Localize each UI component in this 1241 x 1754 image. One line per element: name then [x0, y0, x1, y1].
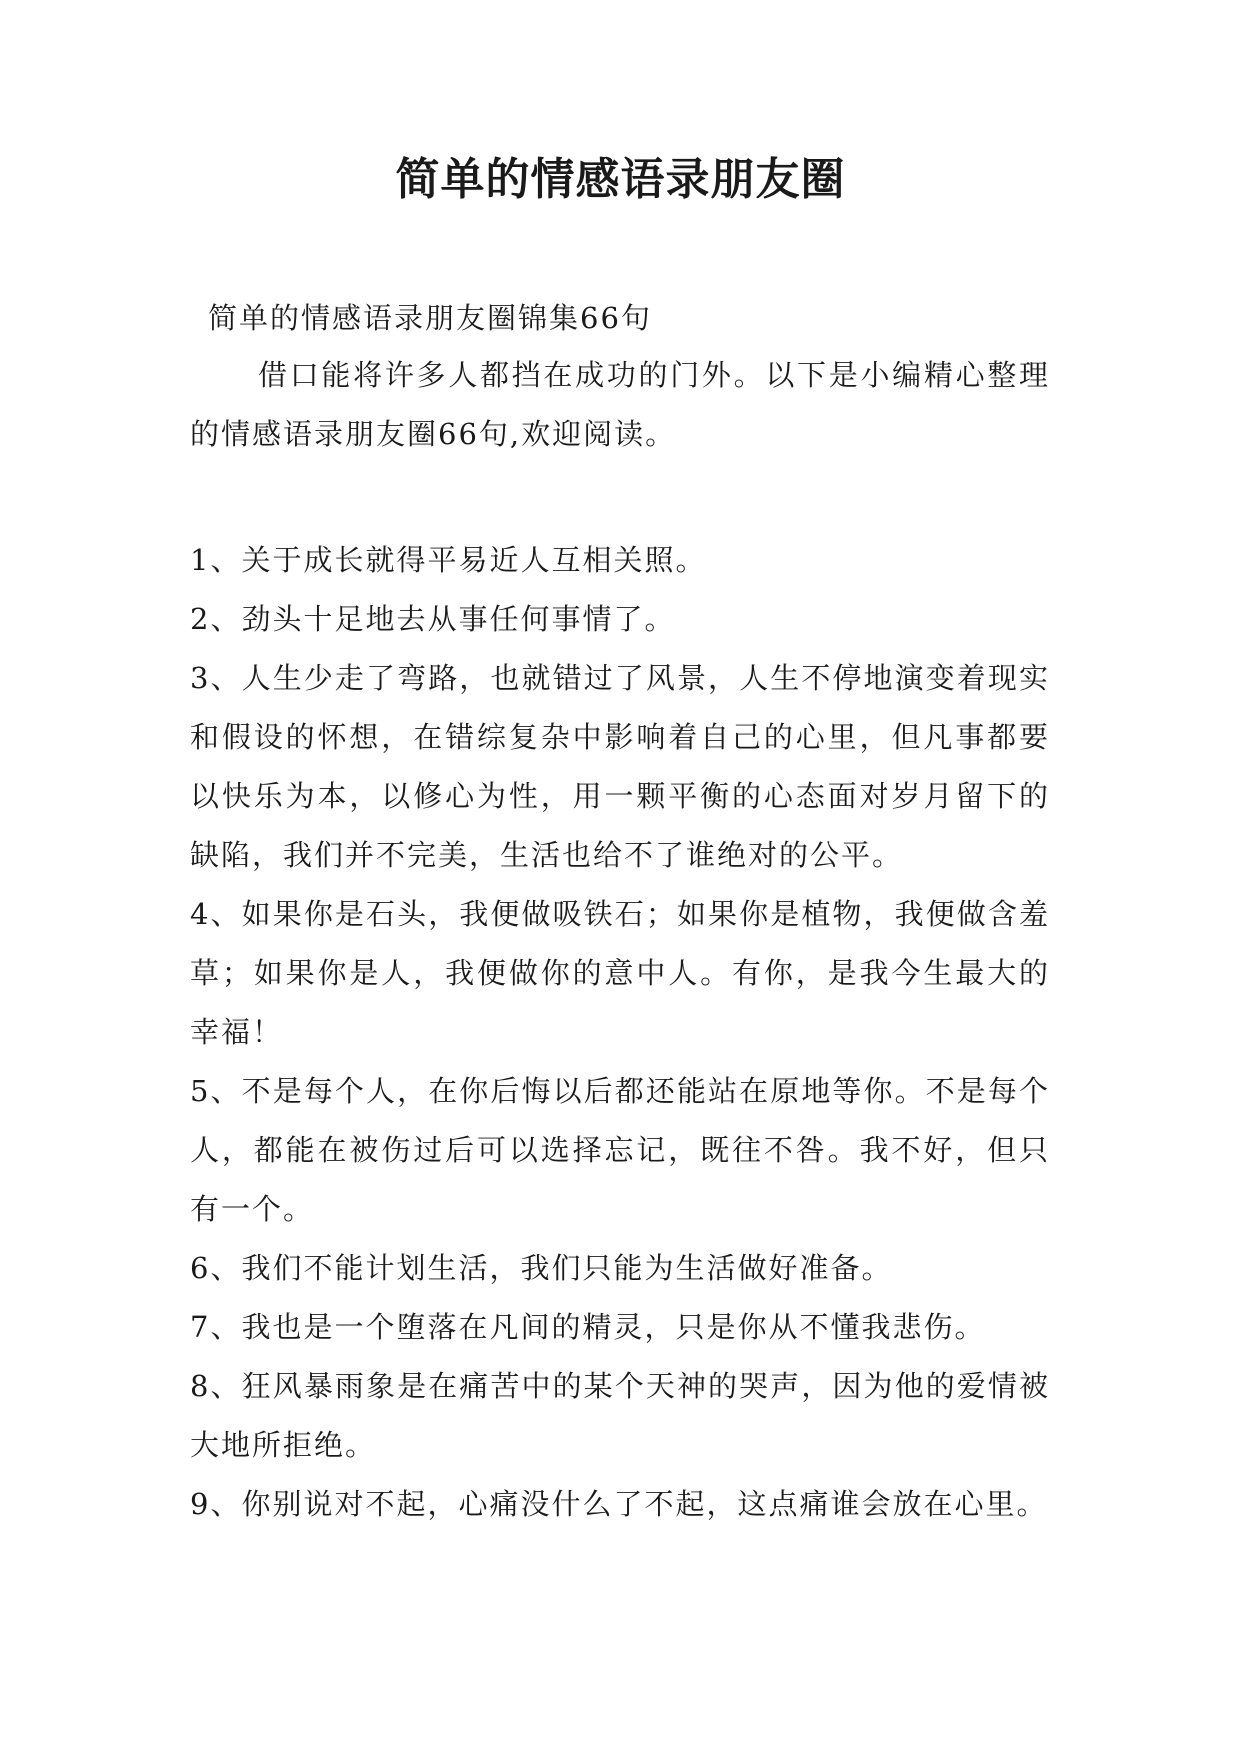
quote-item: 1、关于成长就得平易近人互相关照。	[190, 543, 707, 577]
quote-item: 5、不是每个人，在你后悔以后都还能站在原地等你。不是每个人，都能在被伤过后可以选择忘记，既往不咎。我不好，但只有一个。	[190, 1074, 1050, 1226]
quote-item: 3、人生少走了弯路，也就错过了风景，人生不停地演变着现实和假设的怀想，在错综复杂中影响着自己的心里，但凡事都要以快乐为本，以修心为性，用一颗平衡的心态面对岁月留下的缺陷，我们并不完美，生活也给不了谁绝对的公平。	[190, 661, 1050, 872]
quote-item: 2、劲头十足地去从事任何事情了。	[190, 602, 676, 636]
quote-item: 6、我们不能计划生活，我们只能为生活做好准备。	[190, 1251, 893, 1285]
document-subtitle: 简单的情感语录朋友圈锦集66句	[208, 301, 652, 335]
intro-paragraph: 借口能将许多人都挡在成功的门外。以下是小编精心整理的情感语录朋友圈66句,欢迎阅读。	[190, 358, 1050, 451]
document-body	[190, 290, 1050, 1534]
quote-item: 8、狂风暴雨象是在痛苦中的某个天神的哭声，因为他的爱情被大地所拒绝。	[190, 1369, 1050, 1462]
document-title: 简单的情感语录朋友圈	[395, 154, 846, 205]
quote-item: 4、如果你是石头，我便做吸铁石；如果你是植物，我便做含羞草；如果你是人，我便做你的意中人。有你，是我今生最大的幸福！	[190, 897, 1050, 1049]
quote-item: 7、我也是一个堕落在凡间的精灵，只是你从不懂我悲伤。	[190, 1310, 986, 1344]
quote-item: 9、你别说对不起，心痛没什么了不起，这点痛谁会放在心里。	[190, 1487, 1048, 1521]
paragraph-spacer	[190, 464, 1050, 531]
quote-list	[190, 531, 1050, 1534]
